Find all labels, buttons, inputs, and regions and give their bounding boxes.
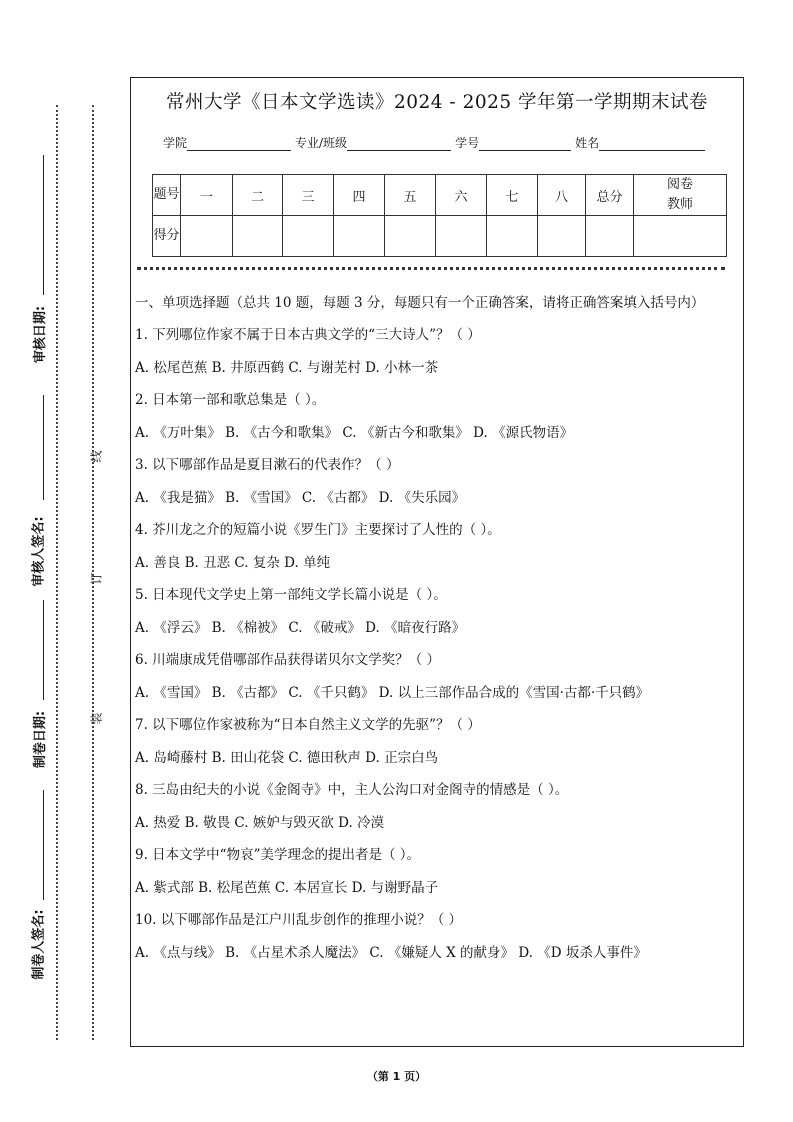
section-heading: 一、单项选择题（总共 10 题，每题 3 分，每题只有一个正确答案，请将正确答案填入括号内） (135, 295, 705, 311)
score-cell-total[interactable] (586, 216, 634, 257)
score-cell-1[interactable] (181, 216, 233, 257)
page-number: （第 1 页） (366, 1070, 427, 1083)
question-4-options: A. 善良 B. 丑恶 C. 复杂 D. 单纯 (135, 554, 331, 571)
question-8: 8. 三岛由纪夫的小说《金阁寺》中，主人公沟口对金阁寺的情感是（ ）。 (135, 782, 569, 798)
reviewer-signature-line (43, 395, 44, 500)
col-3: 三 (283, 175, 334, 216)
question-3: 3. 以下哪部作品是夏目漱石的代表作？（ ） (135, 457, 400, 473)
question-7: 7. 以下哪位作家被称为“日本自然主义文学的先驱”？（ ） (135, 717, 481, 733)
exam-frame (130, 77, 744, 1047)
col-7: 七 (487, 175, 538, 216)
binding-char-staple: 订 (89, 572, 104, 585)
question-6: 6. 川端康成凭借哪部作品获得诺贝尔文学奖？（ ） (135, 652, 440, 668)
col-5: 五 (385, 175, 436, 216)
maker-signature-label: 制卷人签名: (31, 909, 47, 980)
question-6-options: A. 《雪国》 B. 《古都》 C. 《千只鹤》 D. 以上三部作品合成的《雪国·古都·千只鹤》 (135, 684, 650, 701)
question-5: 5. 日本现代文学史上第一部纯文学长篇小说是（ ）。 (135, 587, 447, 603)
score-table (152, 174, 727, 257)
col-1: 一 (181, 175, 233, 216)
question-4: 4. 芥川龙之介的短篇小说《罗生门》主要探讨了人性的（ ）。 (135, 522, 501, 538)
question-2: 2. 日本第一部和歌总集是（ ）。 (135, 392, 326, 408)
maker-signature-line (43, 790, 44, 900)
field-major-class-label: 专业/班级 (295, 136, 348, 150)
question-section (135, 292, 737, 974)
reviewer-signature-label: 审核人签名: (31, 516, 47, 587)
review-date-label: 审核日期: (33, 305, 49, 364)
score-row-label: 得分 (153, 216, 181, 257)
margin-dotted-line-outer (56, 105, 58, 1040)
dotted-separator (137, 267, 725, 270)
field-name-label: 姓名 (575, 136, 600, 150)
field-student-id-blank[interactable] (479, 138, 571, 151)
paper-date-label: 制卷日期: (33, 710, 49, 769)
question-9: 9. 日本文学中“物哀”美学理念的提出者是（ ）。 (135, 847, 421, 863)
question-1: 1. 下列哪位作家不属于日本古典文学的“三大诗人”？（ ） (135, 327, 481, 343)
score-cell-6[interactable] (436, 216, 487, 257)
col-8: 八 (538, 175, 586, 216)
review-date-line (43, 155, 44, 295)
score-cell-3[interactable] (283, 216, 334, 257)
col-grader: 阅卷教师 (634, 175, 727, 216)
field-student-id-label: 学号 (455, 136, 480, 150)
score-cell-2[interactable] (233, 216, 283, 257)
question-10-options: A. 《点与线》 B. 《占星术杀人魔法》 C. 《嫌疑人 X 的献身》 D. 《D 坂杀人事件》 (135, 944, 647, 961)
col-6: 六 (436, 175, 487, 216)
col-2: 二 (233, 175, 283, 216)
binding-char-bind: 装 (89, 712, 104, 725)
question-7-options: A. 岛崎藤村 B. 田山花袋 C. 德田秋声 D. 正宗白鸟 (135, 749, 439, 766)
exam-title: 常州大学《日本文学选读》2024 - 2025 学年第一学期期末试卷 (165, 92, 709, 113)
score-cell-4[interactable] (334, 216, 385, 257)
question-5-options: A. 《浮云》 B. 《棉被》 C. 《破戒》 D. 《暗夜行路》 (135, 619, 466, 636)
field-college-blank[interactable] (187, 138, 291, 151)
score-cell-5[interactable] (385, 216, 436, 257)
binding-char-line: 线 (89, 450, 104, 463)
col-total: 总分 (586, 175, 634, 216)
score-cell-grader[interactable] (634, 216, 727, 257)
paper-date-line (43, 600, 44, 700)
score-table-header-row (153, 175, 727, 216)
col-4: 四 (334, 175, 385, 216)
question-8-options: A. 热爱 B. 敬畏 C. 嫉妒与毁灭欲 D. 冷漠 (135, 814, 385, 831)
student-info-row (163, 134, 709, 151)
question-1-options: A. 松尾芭蕉 B. 井原西鹤 C. 与谢芜村 D. 小林一茶 (135, 359, 439, 376)
question-3-options: A. 《我是猫》 B. 《雪国》 C. 《古都》 D. 《失乐园》 (135, 489, 466, 506)
question-number-label: 题号 (153, 175, 181, 216)
score-cell-8[interactable] (538, 216, 586, 257)
score-table-score-row (153, 216, 727, 257)
field-name-blank[interactable] (599, 138, 705, 151)
question-10: 10. 以下哪部作品是江户川乱步创作的推理小说？（ ） (135, 912, 463, 928)
score-cell-7[interactable] (487, 216, 538, 257)
question-2-options: A. 《万叶集》 B. 《古今和歌集》 C. 《新古今和歌集》 D. 《源氏物语》 (135, 424, 574, 441)
field-major-class-blank[interactable] (347, 138, 451, 151)
field-college-label: 学院 (163, 136, 188, 150)
question-9-options: A. 紫式部 B. 松尾芭蕉 C. 本居宣长 D. 与谢野晶子 (135, 879, 439, 896)
